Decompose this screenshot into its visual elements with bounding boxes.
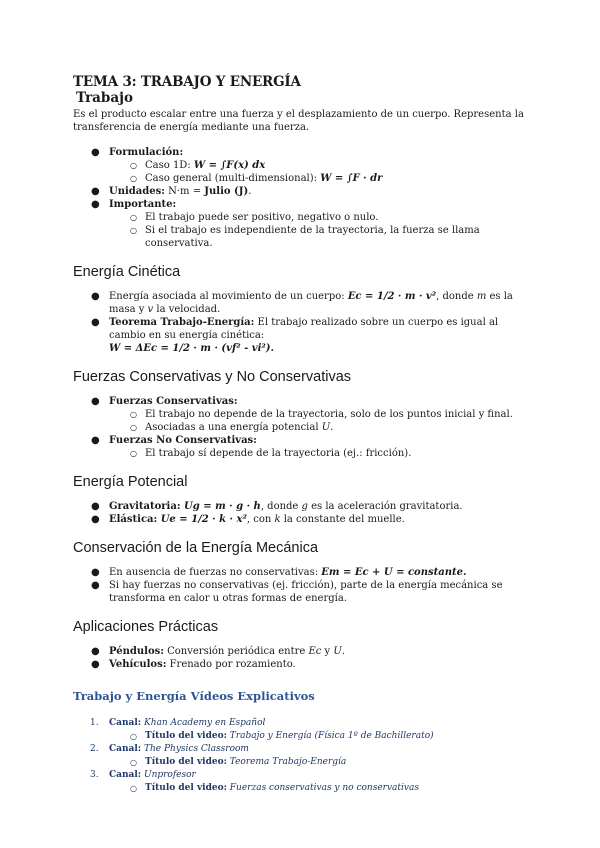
bullet-icon: ● [91,291,100,302]
bullet-icon: ● [91,567,100,578]
list-item: ● Fuerzas Conservativas: [91,396,238,407]
list-item: ○ Si el trabajo es independiente de la trayectoria, la fuerza se llama conservativa. [130,225,480,249]
circle-bullet-icon: ○ [130,213,137,222]
bullet-icon: ● [91,317,100,328]
heading-energia-cinetica: Energía Cinética [73,264,181,280]
circle-bullet-icon: ○ [130,226,137,235]
circle-bullet-icon: ○ [130,423,137,432]
bullet-icon: ● [91,501,100,512]
potencial-list [73,500,530,526]
circle-bullet-icon: ○ [130,410,137,419]
video-canal-item: 3. Canal: Unprofesor [90,770,196,780]
video-title-item: ○ Título del video: Teorema Trabajo-Energía [130,757,347,767]
list-item: ● Elástica: Ue = 1/2 · k · x², con k la constante del muelle. [91,514,405,525]
video-title-item: ○ Título del video: Trabajo y Energía (Física 1º de Bachillerato) [130,731,434,741]
video-canal-item: 2. Canal: The Physics Classroom [90,744,249,754]
heading-fuerzas: Fuerzas Conservativas y No Conservativas [73,369,352,385]
list-item: ○ El trabajo puede ser positivo, negativo o nulo. [130,212,379,223]
fuerzas-list [73,395,530,460]
list-item: ● Teorema Trabajo-Energía: El trabajo realizado sobre un cuerpo es igual al cambio en su energía cinética: [91,317,499,341]
list-item: ● Fuerzas No Conservativas: [91,435,257,446]
cinetica-list [73,290,530,342]
circle-bullet-icon: ○ [130,449,137,458]
list-item: ● Si hay fuerzas no conservativas (ej. fricción), parte de la energía mecánica se transforma en calor u otras formas de energía. [91,580,503,604]
video-title-item: ○ Título del video: Fuerzas conservativas y no conservativas [130,783,419,793]
bullet-icon: ● [91,580,100,591]
circle-bullet-icon: ○ [130,732,137,741]
conservacion-list [73,566,530,605]
bullet-icon: ● [91,186,100,197]
bullet-icon: ● [91,199,100,210]
list-item: ○ El trabajo no depende de la trayectoria, solo de los puntos inicial y final. [130,409,513,420]
bullet-icon: ● [91,147,100,158]
intro-paragraph: Es el producto escalar entre una fuerza y el desplazamiento de un cuerpo. Representa la transferencia de energía mediante una fuerza. [73,109,524,133]
bullet-icon: ● [91,435,100,446]
list-item: ● Formulación: [91,147,184,158]
list-item: ○ Caso 1D: W = ∫F(x) dx [130,160,266,171]
heading-energia-potencial: Energía Potencial [73,474,188,490]
section-title-trabajo: Trabajo [76,90,133,106]
list-item: ○ El trabajo sí depende de la trayectoria (ej.: fricción). [130,448,412,459]
list-item: ● Péndulos: Conversión periódica entre Ec y U. [91,646,346,657]
list-item: ○ Caso general (multi-dimensional): W = ∫F · dr [130,173,383,184]
list-item: ○ Asociadas a una energía potencial U. [130,422,334,433]
list-item: ● Energía asociada al movimiento de un cuerpo: Ec = 1/2 · m · v², donde m es la masa y v la velocidad. [91,291,513,315]
list-item: ● Gravitatoria: Ug = m · g · h, donde g es la aceleración gravitatoria. [91,501,463,512]
aplicaciones-list [73,645,530,671]
circle-bullet-icon: ○ [130,784,137,793]
bullet-icon: ● [91,514,100,525]
list-item: ● Importante: [91,199,177,210]
list-item: ● Vehículos: Frenado por rozamiento. [91,659,296,670]
bullet-icon: ● [91,646,100,657]
circle-bullet-icon: ○ [130,161,137,170]
bullet-icon: ● [91,396,100,407]
circle-bullet-icon: ○ [130,758,137,767]
list-item: ● En ausencia de fuerzas no conservativas: Em = Ec + U = constante. [91,567,467,578]
equation-work-energy: W = ΔEc = 1/2 · m · (vf² - vi²). [109,343,274,354]
heading-videos: Trabajo y Energía Vídeos Explicativos [73,689,315,703]
heading-aplicaciones: Aplicaciones Prácticas [73,619,219,635]
document-title: TEMA 3: TRABAJO Y ENERGÍA [73,74,301,90]
heading-conservacion: Conservación de la Energía Mecánica [73,540,319,556]
videos-list [73,717,530,795]
circle-bullet-icon: ○ [130,174,137,183]
list-item: ● Unidades: N·m = Julio (J). [91,186,252,197]
bullet-icon: ● [91,659,100,670]
trabajo-list [73,146,530,250]
video-canal-item: 1. Canal: Khan Academy en Español [90,718,266,728]
